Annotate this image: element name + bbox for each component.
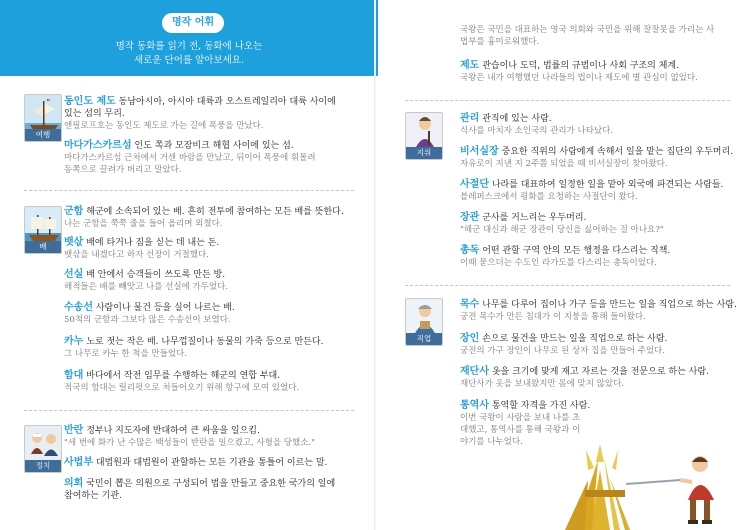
entry-canoe xyxy=(64,336,323,360)
definition: 인도 쪽과 모잠비크 해협 사이에 있는 섬. xyxy=(134,141,294,151)
definition: 중요한 직위의 사람에게 속해서 일을 맡는 집단의 우두머리. xyxy=(501,147,734,157)
entry-official xyxy=(460,113,613,137)
definition: 사람이나 물건 등을 실어 나르는 배. xyxy=(95,303,235,313)
definition: 해군에 소속되어 있는 배. 흔히 전투에 참여하는 모든 배를 뜻한다. xyxy=(86,207,344,217)
entry-fare xyxy=(64,237,219,261)
definition: 관직에 있는 사람. xyxy=(482,114,552,124)
wheat-sword-illustration xyxy=(530,440,740,530)
example: 뱃삯을 내겠다고 하자 선장이 거절했다. xyxy=(64,250,209,260)
example: 블레퍼스크에서 평화를 요청하는 사절단이 왔다. xyxy=(460,192,638,202)
example: 국왕은 국민을 대표하는 영국 의회와 국민을 위해 잘잘못을 가리는 사 xyxy=(460,25,715,35)
term: 통역사 xyxy=(460,400,489,411)
term: 재단사 xyxy=(460,366,489,377)
example-cont: 법부를 흉미로워했다. xyxy=(460,37,540,47)
definition: 옷을 크기에 맞게 재고 자르는 것을 전문으로 하는 사람. xyxy=(491,367,709,377)
occupation-thumbnail xyxy=(405,298,443,346)
entry-madagascar xyxy=(64,140,316,176)
term: 장관 xyxy=(460,212,480,223)
definition: 대법원과 대법원이 관할하는 모든 기관을 통틀어 이르는 말. xyxy=(95,458,328,468)
term: 수송선 xyxy=(64,302,93,313)
definition: 통역할 자격을 가진 사람. xyxy=(491,401,591,411)
definition: 배에 타거나 짐을 싣는 데 내는 돈. xyxy=(86,238,220,248)
politics-thumbnail xyxy=(24,425,62,473)
definition: 바다에서 작전 임무를 수행하는 해군의 연합 부대. xyxy=(86,371,281,381)
entry-transport-ship xyxy=(64,302,235,326)
definition: 나무를 다루어 집이나 가구 등을 만드는 일을 직업으로 하는 사람. xyxy=(482,300,737,310)
definition-cont: 참여하는 기관. xyxy=(64,491,122,501)
term: 제도 xyxy=(460,60,480,71)
group-label-politics: 정치 xyxy=(25,460,61,472)
entry-general xyxy=(460,212,664,236)
term: 비서실장 xyxy=(460,146,499,157)
example: 재단사가 옷을 보내왔지만 몸에 맞지 않았다. xyxy=(460,379,625,389)
header-tag: 명작 어휘 xyxy=(162,13,224,33)
boat-thumbnail xyxy=(24,206,62,254)
term: 총독 xyxy=(460,245,480,256)
definition-cont: 있는 섬의 무리. xyxy=(64,109,125,119)
example: 궁전의 가구 장인이 나무로 된 상자 집을 만들어 주었다. xyxy=(460,346,665,356)
term: 장인 xyxy=(460,333,480,344)
definition: 관습이나 도덕, 법률의 규범이나 사회 구조의 체계. xyxy=(482,61,679,71)
term: 카누 xyxy=(64,336,84,347)
section-divider xyxy=(405,100,730,101)
ship-thumbnail xyxy=(24,94,62,142)
example-cont: 대했고, 통역사를 통해 국왕과 이 xyxy=(460,425,581,435)
definition: 나라를 대표하여 일정한 일을 맡아 외국에 파견되는 사람들. xyxy=(491,180,724,190)
entry-carpenter xyxy=(460,299,737,323)
example: 그 나무로 카누 한 척을 만들었다. xyxy=(64,349,187,359)
judiciary-example-cont xyxy=(460,24,714,48)
definition: 동남아시아, 아시아 대륙과 오스트레일리아 대륙 사이에 xyxy=(118,97,336,107)
example: "해군 대신과 해군 장관이 당신을 싫어하는 걸 아나요?" xyxy=(460,225,664,235)
example: 적국의 함대는 릴리펏으로 처들어오기 위해 항구에 모여 있었다. xyxy=(64,383,300,393)
example: 식사를 마치자 소인국의 관리가 나타났다. xyxy=(460,126,614,136)
term: 관리 xyxy=(460,113,480,124)
term: 의회 xyxy=(64,478,84,489)
section-divider xyxy=(24,410,354,411)
definition: 노로 젓는 작은 배. 나무껍질이나 동물의 가죽 등으로 만든다. xyxy=(86,337,324,347)
term: 군함 xyxy=(64,206,84,217)
term: 사절단 xyxy=(460,179,489,190)
example-cont: 야기를 나누었다. xyxy=(460,437,523,447)
entry-chief-secretary xyxy=(460,146,733,170)
definition: 군사를 거느리는 우두머리. xyxy=(482,213,587,223)
example-cont: 동쪽으로 끌려가 버리고 말았다. xyxy=(64,165,182,175)
entry-fleet xyxy=(64,370,299,394)
entry-system xyxy=(460,60,698,84)
definition: 국민이 뽑은 의원으로 구성되어 법을 만들고 중요한 국가의 일에 xyxy=(86,479,336,489)
term: 동인도 제도 xyxy=(64,96,116,107)
term: 사법부 xyxy=(64,457,93,468)
definition: 손으로 물건을 만드는 일을 직업으로 하는 사람. xyxy=(482,334,668,344)
example: 이때 묻으더는 수도인 라가도를 다스리는 총독이었다. xyxy=(460,258,657,268)
vocab-header xyxy=(0,0,378,76)
entry-governor xyxy=(460,245,670,269)
group-label-ship: 배 xyxy=(25,241,61,253)
entry-tailor xyxy=(460,366,709,390)
example: 해적들은 배를 빼앗고 나를 선실에 가두었다. xyxy=(64,282,229,292)
example: 앤필로프호는 동인도 제도로 가는 길에 폭풍을 만났다. xyxy=(64,121,264,131)
definition: 정부나 지도자에 반대하여 큰 싸움을 일으킴. xyxy=(86,426,260,436)
group-label-status: 지위 xyxy=(406,147,442,159)
example: 나는 군함을 쭉쭉 줄을 들어 올리며 외쳤다. xyxy=(64,219,223,229)
example: "세 번에 화가 난 수많은 백성들이 반란을 일으켰고, 사형을 당했소." xyxy=(64,438,316,448)
term: 함대 xyxy=(64,370,84,381)
entry-east-indies xyxy=(64,96,336,132)
entry-rebellion xyxy=(64,425,315,449)
section-divider xyxy=(24,190,354,191)
term: 반란 xyxy=(64,425,84,436)
entry-cabin xyxy=(64,269,228,293)
definition: 배 안에서 승객들이 쓰도록 만든 방. xyxy=(86,270,226,280)
entry-warship xyxy=(64,206,344,230)
example: 마다가스카르섬 근처에서 거센 바람을 만났고, 뒤이어 폭풍에 휘몰려 xyxy=(64,153,316,163)
group-label-travel: 여행 xyxy=(25,129,61,141)
example: 자유로이 지낸 지 2주쯤 되었을 때 비서실장이 찾아왔다. xyxy=(460,159,668,169)
definition: 어떤 관할 구역 안의 모든 행정을 다스리는 직책. xyxy=(482,246,671,256)
term: 목수 xyxy=(460,299,480,310)
entry-craftsman xyxy=(460,333,667,357)
header-subtitle: 명작 동화를 읽기 전, 동화에 나오는 새로운 단어를 알아보세요. xyxy=(115,41,263,66)
entry-envoy xyxy=(460,179,723,203)
group-label-occupation: 직업 xyxy=(406,333,442,345)
term: 뱃삯 xyxy=(64,237,84,248)
official-thumbnail xyxy=(405,112,443,160)
example: 궁전 목수가 만든 침대가 이 지붕을 통해 들어왔다. xyxy=(460,312,646,322)
term: 마다가스카르섬 xyxy=(64,140,132,151)
example: 국왕은 내가 여행했던 나라들의 법이나 제도에 별 관심이 없었다. xyxy=(460,73,698,83)
entry-parliament xyxy=(64,478,335,502)
example: 이번 국왕이 사람을 보내 나를 초 xyxy=(460,413,581,423)
entry-judiciary xyxy=(64,457,327,469)
section-divider xyxy=(405,285,730,286)
term: 선실 xyxy=(64,269,84,280)
example: 50척의 군함과 그보다 많은 수송선이 보였다. xyxy=(64,315,231,325)
